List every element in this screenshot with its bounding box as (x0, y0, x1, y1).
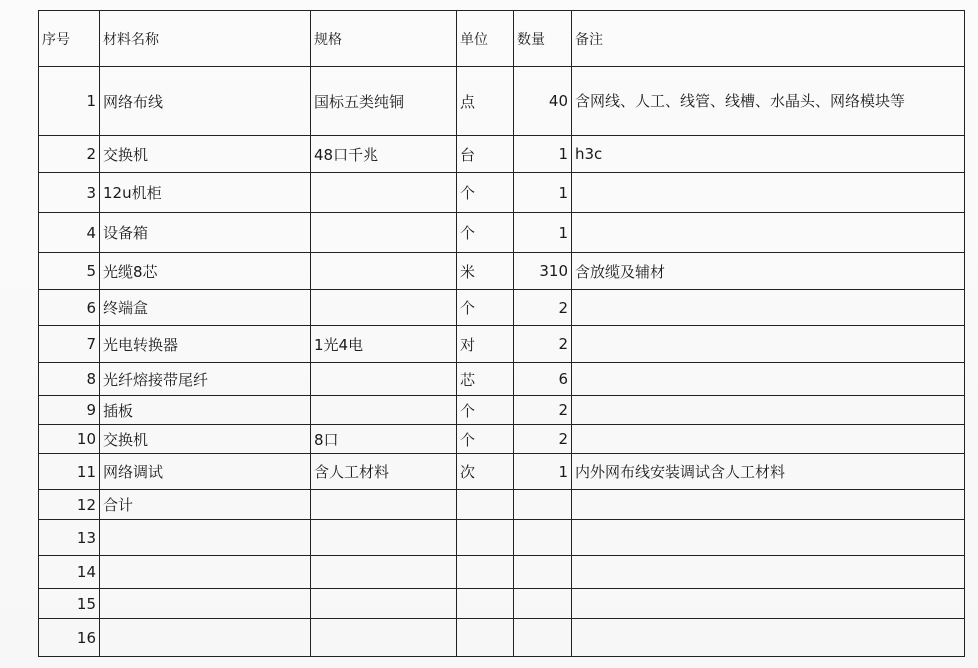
cell-qty: 1 (514, 136, 572, 173)
cell-seq: 10 (39, 425, 100, 454)
cell-seq: 16 (39, 619, 100, 657)
cell-unit (457, 520, 514, 556)
table-row (39, 253, 965, 290)
cell-seq: 15 (39, 589, 100, 619)
header-note: 备注 (572, 11, 965, 67)
cell-name: 合计 (100, 490, 311, 520)
cell-note (572, 326, 965, 363)
cell-seq: 3 (39, 173, 100, 213)
cell-note: 内外网布线安装调试含人工材料 (572, 454, 965, 490)
cell-qty: 2 (514, 326, 572, 363)
table-row (39, 67, 965, 136)
cell-spec: 国标五类纯铜 (311, 67, 457, 136)
cell-seq: 11 (39, 454, 100, 490)
cell-name: 交换机 (100, 425, 311, 454)
cell-name (100, 619, 311, 657)
cell-name: 光缆8芯 (100, 253, 311, 290)
cell-qty: 1 (514, 173, 572, 213)
table-body (39, 67, 965, 657)
cell-seq: 6 (39, 290, 100, 326)
cell-name: 光电转换器 (100, 326, 311, 363)
table-row (39, 490, 965, 520)
cell-name: 交换机 (100, 136, 311, 173)
cell-name: 12u机柜 (100, 173, 311, 213)
cell-note: 含网线、人工、线管、线槽、水晶头、网络模块等 (572, 67, 965, 136)
table-row (39, 454, 965, 490)
cell-spec (311, 589, 457, 619)
cell-seq: 9 (39, 396, 100, 425)
cell-note (572, 556, 965, 589)
table-row (39, 213, 965, 253)
cell-unit: 个 (457, 425, 514, 454)
cell-name: 网络调试 (100, 454, 311, 490)
table-row (39, 173, 965, 213)
cell-note (572, 290, 965, 326)
cell-unit: 台 (457, 136, 514, 173)
cell-spec: 8口 (311, 425, 457, 454)
cell-name (100, 556, 311, 589)
cell-note (572, 490, 965, 520)
cell-note (572, 213, 965, 253)
cell-qty: 6 (514, 363, 572, 396)
table-row (39, 619, 965, 657)
table-row (39, 363, 965, 396)
cell-name (100, 520, 311, 556)
cell-seq: 4 (39, 213, 100, 253)
header-name: 材料名称 (100, 11, 311, 67)
cell-qty: 2 (514, 290, 572, 326)
cell-spec (311, 253, 457, 290)
cell-spec (311, 173, 457, 213)
cell-unit: 点 (457, 67, 514, 136)
cell-name: 插板 (100, 396, 311, 425)
cell-spec: 48口千兆 (311, 136, 457, 173)
materials-table (38, 10, 965, 657)
table-row (39, 520, 965, 556)
cell-name: 终端盒 (100, 290, 311, 326)
cell-spec (311, 520, 457, 556)
header-seq: 序号 (39, 11, 100, 67)
cell-name: 网络布线 (100, 67, 311, 136)
header-row (39, 11, 965, 67)
cell-unit: 个 (457, 173, 514, 213)
table-row (39, 556, 965, 589)
cell-qty: 2 (514, 396, 572, 425)
header-unit: 单位 (457, 11, 514, 67)
cell-name: 光纤熔接带尾纤 (100, 363, 311, 396)
cell-spec (311, 619, 457, 657)
cell-unit: 对 (457, 326, 514, 363)
cell-qty (514, 619, 572, 657)
cell-seq: 1 (39, 67, 100, 136)
cell-qty (514, 556, 572, 589)
cell-qty (514, 589, 572, 619)
cell-unit: 芯 (457, 363, 514, 396)
table-row (39, 396, 965, 425)
cell-note (572, 363, 965, 396)
cell-note (572, 520, 965, 556)
cell-seq: 13 (39, 520, 100, 556)
table-row (39, 425, 965, 454)
cell-unit (457, 589, 514, 619)
cell-unit: 个 (457, 213, 514, 253)
cell-name: 设备箱 (100, 213, 311, 253)
table-row (39, 136, 965, 173)
cell-name (100, 589, 311, 619)
table-row (39, 290, 965, 326)
cell-qty: 40 (514, 67, 572, 136)
cell-note (572, 173, 965, 213)
cell-seq: 8 (39, 363, 100, 396)
cell-note (572, 396, 965, 425)
cell-seq: 2 (39, 136, 100, 173)
cell-unit: 次 (457, 454, 514, 490)
cell-spec: 含人工材料 (311, 454, 457, 490)
cell-qty (514, 490, 572, 520)
cell-unit (457, 556, 514, 589)
cell-note (572, 589, 965, 619)
table-row (39, 326, 965, 363)
cell-note: 含放缆及辅材 (572, 253, 965, 290)
cell-qty: 2 (514, 425, 572, 454)
cell-qty: 1 (514, 454, 572, 490)
cell-unit: 个 (457, 396, 514, 425)
cell-seq: 7 (39, 326, 100, 363)
cell-unit: 米 (457, 253, 514, 290)
cell-unit: 个 (457, 290, 514, 326)
cell-qty: 1 (514, 213, 572, 253)
cell-seq: 12 (39, 490, 100, 520)
cell-spec: 1光4电 (311, 326, 457, 363)
cell-note: h3c (572, 136, 965, 173)
cell-note (572, 619, 965, 657)
cell-spec (311, 556, 457, 589)
cell-spec (311, 490, 457, 520)
table-header (39, 11, 965, 67)
cell-qty (514, 520, 572, 556)
header-spec: 规格 (311, 11, 457, 67)
cell-qty: 310 (514, 253, 572, 290)
cell-note (572, 425, 965, 454)
cell-spec (311, 363, 457, 396)
table-row (39, 589, 965, 619)
cell-spec (311, 290, 457, 326)
cell-spec (311, 213, 457, 253)
cell-unit (457, 619, 514, 657)
cell-seq: 5 (39, 253, 100, 290)
cell-seq: 14 (39, 556, 100, 589)
cell-unit (457, 490, 514, 520)
header-qty: 数量 (514, 11, 572, 67)
cell-spec (311, 396, 457, 425)
